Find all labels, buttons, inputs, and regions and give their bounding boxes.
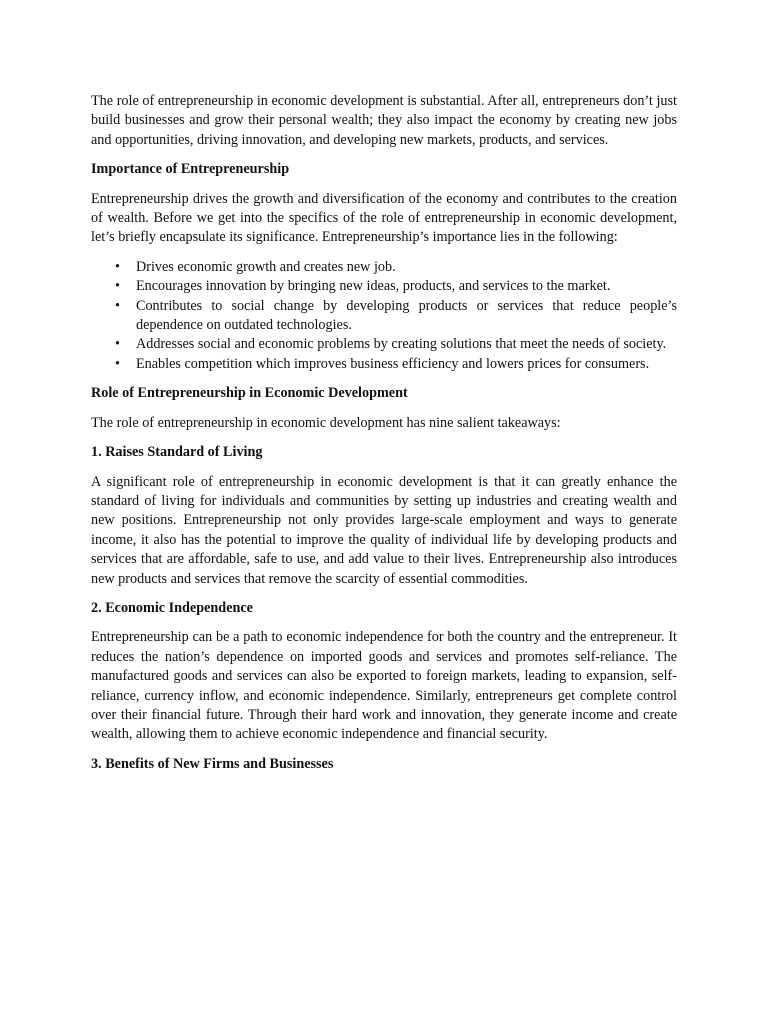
list-item bbox=[115, 297, 677, 336]
role-intro-paragraph: The role of entrepreneurship in economic development has nine salient takeaways: bbox=[91, 414, 561, 431]
list-item-text: Contributes to social change by developing products or services that reduce people’s dependence on outdated technologies. bbox=[136, 297, 677, 334]
section-body-standard-of-living: A significant role of entrepreneurship in economic development is that it can greatly enhance the standard of living for individuals and communities by setting up industries and creating wealth and new positions. Entrepreneurship not only provides large-scale employment and ways to generate income, it also has the potential to improve the quality of individual life by developing products and services that are affordable, safe to use, and add value to their lives. Entrepreneurship also introduces new products and services that remove the scarcity of essential commodities. bbox=[91, 473, 677, 587]
intro-paragraph: The role of entrepreneurship in economic development is substantial. After all, entrepreneurs don’t just build businesses and grow their personal wealth; they also impact the economy by creating new jobs and opportunities, driving innovation, and developing new markets, products, and services. bbox=[91, 93, 677, 148]
list-item-text: Encourages innovation by bringing new ideas, products, and services to the market. bbox=[136, 278, 611, 295]
bullet-icon: • bbox=[115, 336, 120, 353]
list-item bbox=[115, 277, 677, 296]
list-item-text: Addresses social and economic problems by creating solutions that meet the needs of society. bbox=[136, 336, 667, 353]
section-heading-economic-independence: 2. Economic Independence bbox=[91, 599, 253, 616]
list-item-text: Enables competition which improves business efficiency and lowers prices for consumers. bbox=[136, 355, 650, 372]
list-item bbox=[115, 258, 677, 277]
list-item bbox=[115, 335, 677, 354]
bullet-icon: • bbox=[115, 258, 120, 275]
section-heading-standard-of-living: 1. Raises Standard of Living bbox=[91, 444, 263, 461]
bullet-icon: • bbox=[115, 278, 120, 295]
list-item-text: Drives economic growth and creates new job. bbox=[136, 258, 396, 275]
importance-paragraph: Entrepreneurship drives the growth and diversification of the economy and contributes to the creation of wealth. Before we get into the specifics of the role of entrepreneurship in economic development, let’s briefly encapsulate its significance. Entrepreneurship’s importance lies in the following: bbox=[91, 190, 677, 246]
bullet-icon: • bbox=[115, 355, 120, 372]
role-heading: Role of Entrepreneurship in Economic Development bbox=[91, 385, 408, 402]
importance-heading: Importance of Entrepreneurship bbox=[91, 161, 290, 178]
importance-bullet-list bbox=[91, 258, 677, 374]
section-heading-new-firms: 3. Benefits of New Firms and Businesses bbox=[91, 755, 334, 772]
document-page bbox=[91, 92, 677, 784]
bullet-icon: • bbox=[115, 297, 120, 314]
list-item bbox=[115, 355, 677, 374]
section-body-economic-independence: Entrepreneurship can be a path to economic independence for both the country and the entrepreneur. It reduces the nation’s dependence on imported goods and services and promotes self-reliance. The manufactured goods and services can also be exported to foreign markets, leading to expansion, self-reliance, currency inflow, and economic independence. Similarly, entrepreneurs get complete control over their financial future. Through their hard work and innovation, they generate income and create wealth, allowing them to achieve economic independence and financial security. bbox=[91, 629, 677, 743]
